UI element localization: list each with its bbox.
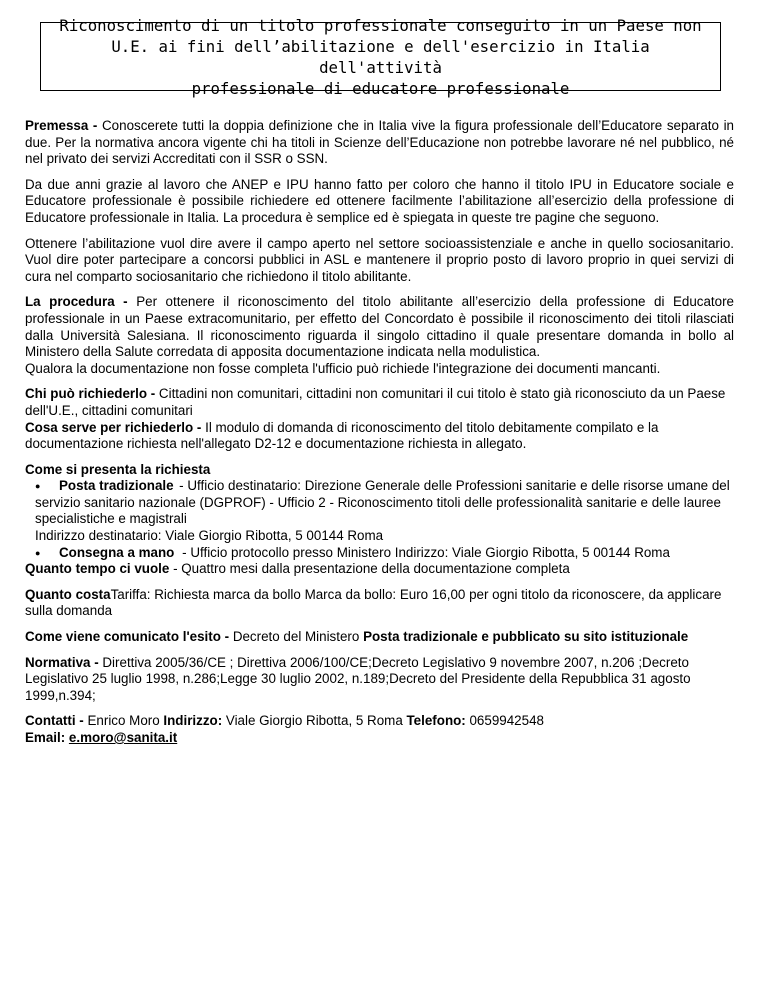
contatti-name: Enrico Moro <box>87 713 164 729</box>
esito-label: Come viene comunicato l'esito - <box>25 629 233 645</box>
normativa-paragraph <box>25 655 734 705</box>
document-body <box>25 118 734 756</box>
paragraph-anep-ipu: Da due anni grazie al lavoro che ANEP e IPU hanno fatto per coloro che hanno il titolo IPU in Educatore sociale e Educatore professionale è possibile richiedere ed ottenere facilmente l’abilitazione all’esercizio della professione di Educatore professionale in Italia. La procedura è semplice ed è spiegata in queste tre pagine che seguono. <box>25 176 734 225</box>
telefono-label: Telefono: <box>406 713 466 729</box>
procedura-paragraph <box>25 294 734 360</box>
esito-text: Decreto del Ministero <box>232 629 364 645</box>
document-title-box <box>40 15 721 98</box>
chi-paragraph <box>25 386 734 419</box>
procedura-label: La procedura - <box>25 294 137 310</box>
posta-address: Indirizzo destinatario: Viale Giorgio Ribotta, 5 00144 Roma <box>35 528 384 544</box>
tempo-label: Quanto tempo ci vuole <box>25 561 170 577</box>
bullet-icon: ● <box>35 547 41 558</box>
posta-wrap <box>25 478 734 528</box>
indirizzo-text: Viale Giorgio Ribotta, 5 Roma <box>222 713 407 729</box>
esito-paragraph <box>25 629 734 646</box>
chi-text: Cittadini non comunitari, cittadini non comunitari il cui titolo è stato già riconosciuto da un Paese dell'U.E., cittadini comunitari <box>25 386 726 418</box>
come-section <box>25 462 734 578</box>
costa-text: Tariffa: Richiesta marca da bollo Marca da bollo: Euro 16,00 per ogni titolo da riconoscere, da applicare sulla domanda <box>25 586 722 619</box>
esito-bold-tail: Posta tradizionale e pubblicato su sito istituzionale <box>363 629 689 645</box>
bullet-icon: ● <box>35 481 41 492</box>
normativa-text: Direttiva 2005/36/CE ; Direttiva 2006/100/CE;Decreto Legislativo 9 novembre 2007, n.206 ;Decreto Legislativo 25 luglio 1998, n.286;Legge 30 luglio 2002, n.189;Decreto del Presidente della Repubblica 31 agosto 1999,n.394; <box>25 654 691 703</box>
costa-label: Quanto costa <box>25 586 111 602</box>
email-link[interactable]: e.moro@sanita.it <box>68 730 178 745</box>
contatti-label: Contatti - <box>25 713 88 729</box>
telefono-text: 0659942548 <box>465 713 544 729</box>
procedura-paragraph-2: Qualora la documentazione non fosse completa l'ufficio può richiede l'integrazione dei documenti mancanti. <box>25 360 661 376</box>
mano-text-block <box>25 545 734 562</box>
mano-wrap <box>25 545 734 562</box>
costa-paragraph <box>25 587 734 620</box>
cosa-label: Cosa serve per richiederlo - <box>25 419 206 435</box>
indirizzo-label: Indirizzo: <box>163 713 223 729</box>
premessa-label: Premessa - <box>25 118 102 133</box>
premessa-text: Conoscerete tutti la doppia definizione che in Italia vive la figura professionale dell’Educatore separato in due. Per la normativa ancora vigente chi ha titoli in Scienze dell’Educazione non potrebbe lavorare né nel pubblico, né nel privato dei servizi Accreditati con il SSR o SSN. <box>25 118 734 167</box>
document-title: Riconoscimento di un titolo professionale conseguito in un Paese non U.E. ai fini dell’abilitazione e dell'esercizio in Italia dell'attività professionale di educatore professionale <box>59 15 702 98</box>
procedura-text: Per ottenere il riconoscimento del titolo abilitante all’esercizio della professione di Educatore professionale in un Paese extracomunitario, per effetto del Concordato è possibile il riconoscimento dei titoli rilasciati dalla Università Salesiana. Il riconoscimento riguarda il singolo cittadino il quale presentare domanda in bollo al Ministero della Salute corredata di apposita documentazione indicata nella modulistica. <box>25 294 735 360</box>
cosa-text: Il modulo di domanda di riconoscimento del titolo debitamente compilato e la documentazione richiesta nell'allegato D2-12 e documentazione richiesta in allegato. <box>25 419 659 452</box>
email-label: Email: <box>25 730 69 745</box>
contatti-paragraph <box>25 713 734 730</box>
posta-text: - Ufficio destinatario: Direzione Generale delle Professioni sanitarie e delle risorse umane del servizio sanitario nazionale (DGPROF) - Ufficio 2 - Riconoscimento titoli delle professionalità sanitarie e delle lauree specialistiche e magistrali <box>35 478 730 527</box>
tempo-text: - Quattro mesi dalla presentazione della documentazione completa <box>169 561 570 577</box>
cosa-paragraph <box>25 420 734 453</box>
tempo-line <box>25 561 734 578</box>
posta-label: Posta tradizionale <box>59 478 174 494</box>
mano-label: Consegna a mano <box>59 544 175 560</box>
premessa-paragraph <box>25 118 734 168</box>
normativa-label: Normativa - <box>25 654 103 670</box>
paragraph-abilitazione: Ottenere l’abilitazione vuol dire avere il campo aperto nel settore socioassistenziale e anche in quello sociosanitario. Vuol dire poter partecipare a concorsi pubblici in ASL e mantenere il proprio posto di lavoro proprio in quei servizi di cura nel comparto sociosanitario che richiedono il titolo abilitante. <box>25 235 734 284</box>
come-heading: Come si presenta la richiesta <box>25 461 211 477</box>
mano-text: - Ufficio protocollo presso Ministero Indirizzo: Viale Giorgio Ribotta, 5 00144 Roma <box>178 544 670 560</box>
chi-label: Chi può richiederlo - <box>25 386 159 402</box>
email-line <box>25 730 734 747</box>
posta-text-block <box>25 478 734 528</box>
